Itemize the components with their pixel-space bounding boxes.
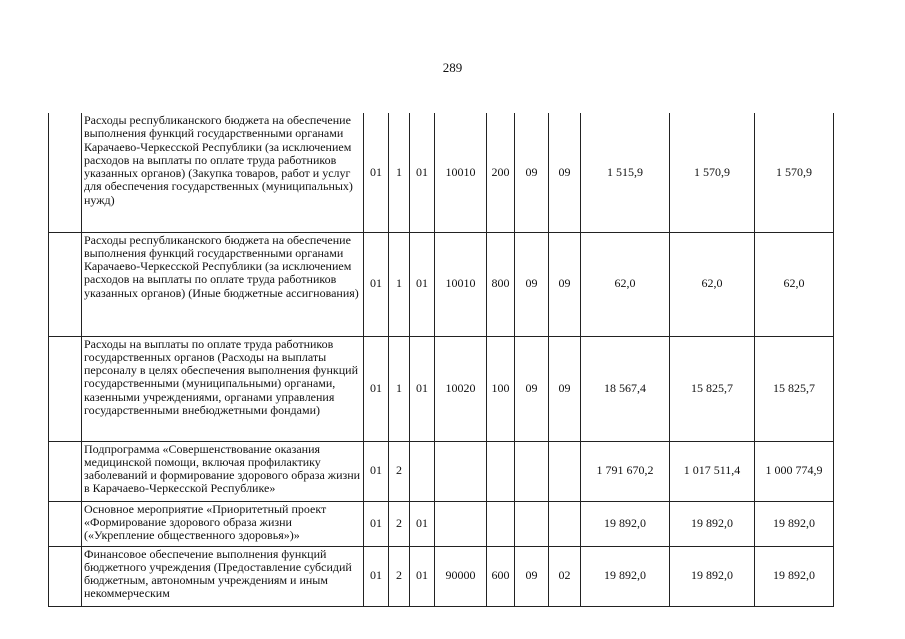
amount-cell: 1 791 670,2 — [581, 441, 670, 501]
description-cell: Расходы республиканского бюджета на обеспечение выполнения функций государственными органами Карачаево-Черкесской Республики (за исключением расходов на выплаты по оплате труда работников указанных органов) (Иные бюджетные ассигнования) — [82, 232, 364, 336]
code-cell: 01 — [364, 232, 389, 336]
amount-cell: 62,0 — [755, 232, 834, 336]
table-row — [49, 546, 834, 606]
code-cell: 10020 — [435, 336, 487, 441]
code-cell — [515, 441, 549, 501]
description-cell: Финансовое обеспечение выполнения функций бюджетного учреждения (Предоставление субсидий бюджетным, автономным учреждениям и иным некоммерческим — [82, 546, 364, 606]
amount-cell: 19 892,0 — [755, 546, 834, 606]
amount-cell: 1 570,9 — [670, 113, 755, 232]
table-row — [49, 232, 834, 336]
blank-cell — [49, 232, 82, 336]
amount-cell: 19 892,0 — [670, 546, 755, 606]
description-cell: Расходы на выплаты по оплате труда работников государственных органов (Расходы на выплаты персоналу в целях обеспечения выполнения функций государственными (муниципальными) органами, казенными учреждениями, органами управления государственными внебюджетными фондами) — [82, 336, 364, 441]
code-cell — [410, 441, 435, 501]
code-cell: 01 — [364, 113, 389, 232]
amount-cell: 19 892,0 — [581, 546, 670, 606]
code-cell: 09 — [549, 336, 581, 441]
page-number: 289 — [442, 60, 463, 75]
amount-cell: 18 567,4 — [581, 336, 670, 441]
code-cell: 09 — [549, 113, 581, 232]
code-cell: 01 — [410, 113, 435, 232]
amount-cell: 15 825,7 — [670, 336, 755, 441]
budget-table — [48, 113, 834, 607]
code-cell: 1 — [389, 113, 410, 232]
blank-cell — [49, 501, 82, 546]
code-cell: 01 — [410, 501, 435, 546]
code-cell: 1 — [389, 336, 410, 441]
code-cell: 600 — [487, 546, 515, 606]
amount-cell: 1 017 511,4 — [670, 441, 755, 501]
code-cell: 800 — [487, 232, 515, 336]
code-cell: 2 — [389, 546, 410, 606]
code-cell: 200 — [487, 113, 515, 232]
code-cell — [515, 501, 549, 546]
code-cell: 01 — [410, 336, 435, 441]
code-cell — [549, 441, 581, 501]
code-cell: 10010 — [435, 232, 487, 336]
description-cell: Расходы республиканского бюджета на обеспечение выполнения функций государственными органами Карачаево-Черкесской Республики (за исключением расходов на выплаты по оплате труда работников указанных органов) (Закупка товаров, работ и услуг для обеспечения государственных (муниципальных) нужд) — [82, 113, 364, 232]
blank-cell — [49, 441, 82, 501]
code-cell: 01 — [410, 546, 435, 606]
amount-cell: 1 570,9 — [755, 113, 834, 232]
code-cell: 100 — [487, 336, 515, 441]
blank-cell — [49, 336, 82, 441]
blank-cell — [49, 546, 82, 606]
description-cell: Подпрограмма «Совершенствование оказания медицинской помощи, включая профилактику заболеваний и формирование здорового образа жизни в Карачаево-Черкесской Республике» — [82, 441, 364, 501]
code-cell: 09 — [515, 546, 549, 606]
table-row — [49, 336, 834, 441]
code-cell: 01 — [364, 501, 389, 546]
code-cell: 09 — [515, 113, 549, 232]
code-cell: 09 — [549, 232, 581, 336]
table-row — [49, 501, 834, 546]
code-cell: 1 — [389, 232, 410, 336]
code-cell — [435, 501, 487, 546]
code-cell: 90000 — [435, 546, 487, 606]
code-cell: 2 — [389, 441, 410, 501]
code-cell: 01 — [364, 546, 389, 606]
code-cell: 01 — [364, 336, 389, 441]
code-cell: 01 — [364, 441, 389, 501]
table-row — [49, 113, 834, 232]
code-cell — [487, 441, 515, 501]
code-cell: 09 — [515, 336, 549, 441]
amount-cell: 62,0 — [581, 232, 670, 336]
amount-cell: 1 515,9 — [581, 113, 670, 232]
code-cell: 10010 — [435, 113, 487, 232]
amount-cell: 15 825,7 — [755, 336, 834, 441]
code-cell: 2 — [389, 501, 410, 546]
amount-cell: 19 892,0 — [755, 501, 834, 546]
amount-cell: 62,0 — [670, 232, 755, 336]
code-cell: 02 — [549, 546, 581, 606]
blank-cell — [49, 113, 82, 232]
code-cell — [487, 501, 515, 546]
amount-cell: 19 892,0 — [670, 501, 755, 546]
amount-cell: 19 892,0 — [581, 501, 670, 546]
code-cell: 09 — [515, 232, 549, 336]
amount-cell: 1 000 774,9 — [755, 441, 834, 501]
table-row — [49, 441, 834, 501]
code-cell — [435, 441, 487, 501]
code-cell: 01 — [410, 232, 435, 336]
description-cell: Основное мероприятие «Приоритетный проект «Формирование здорового образа жизни («Укрепление общественного здоровья»)» — [82, 501, 364, 546]
code-cell — [549, 501, 581, 546]
